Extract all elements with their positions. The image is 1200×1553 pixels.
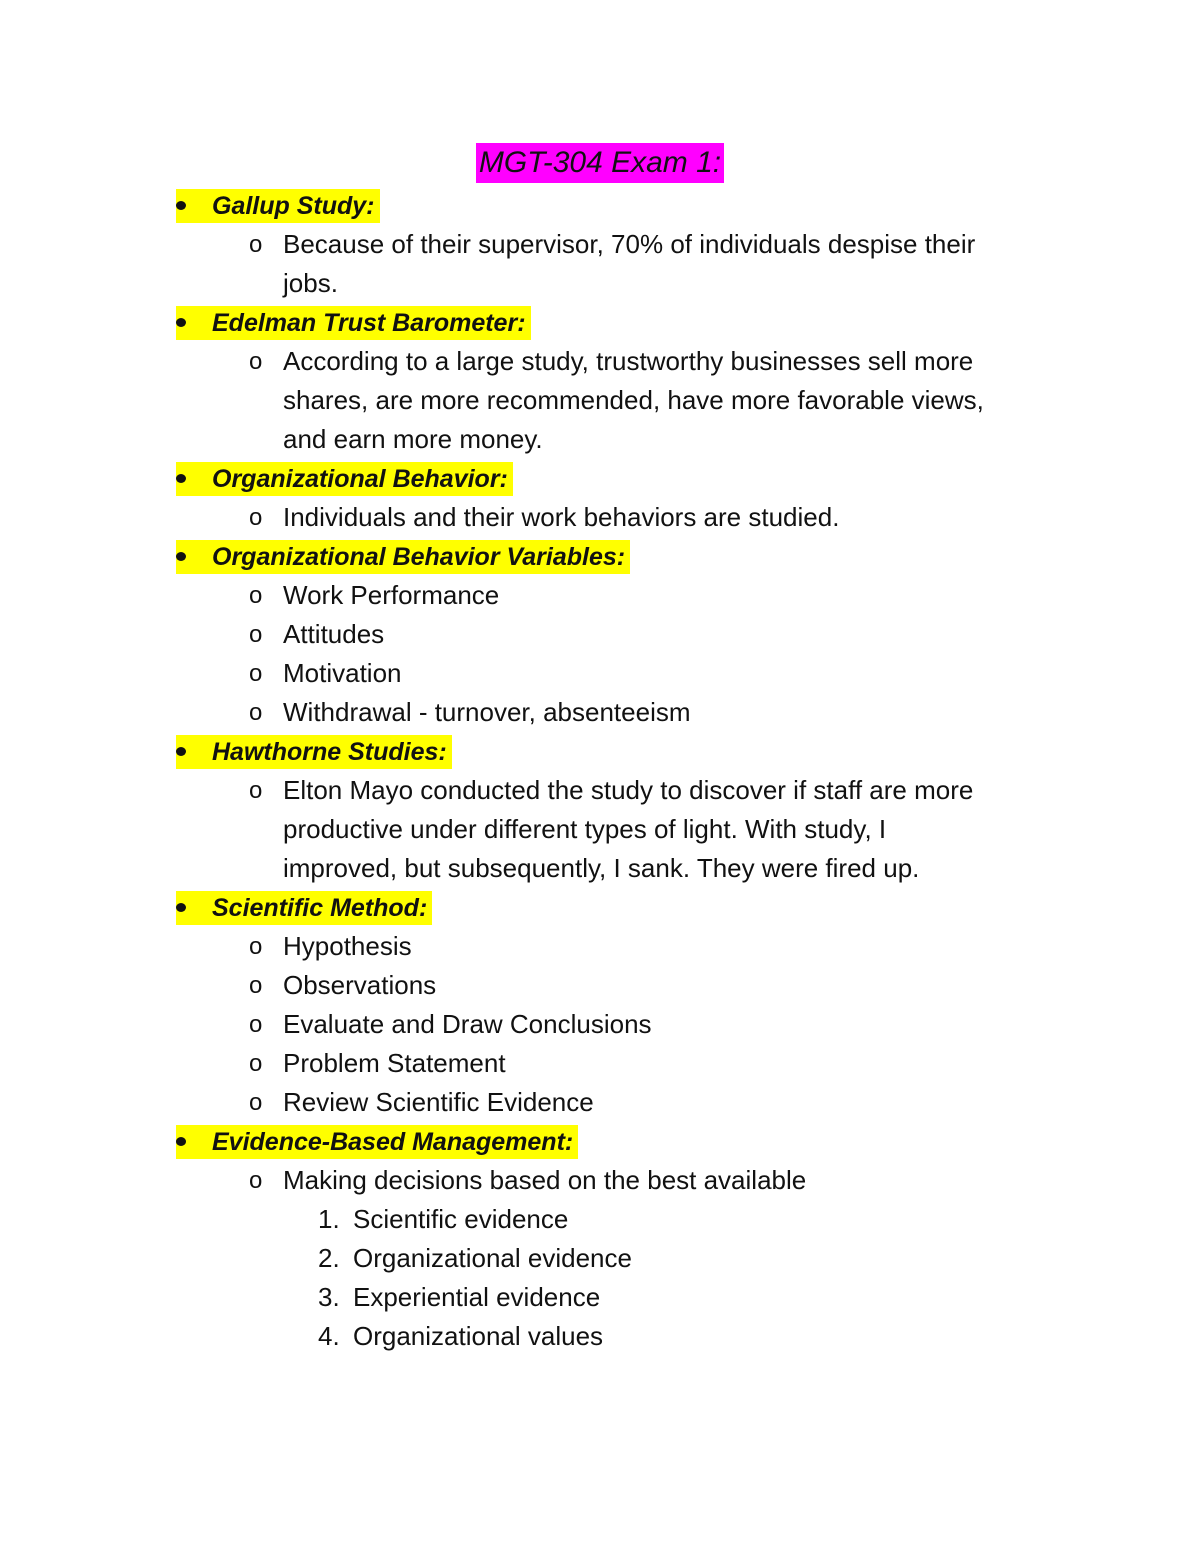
sub-item — [0, 1161, 1200, 1200]
sub-bullet-icon: o — [249, 699, 263, 726]
sub-bullet-icon: o — [249, 660, 263, 687]
bullet-icon — [176, 201, 186, 210]
sub-item — [0, 615, 1200, 654]
section-heading: Scientific Method: — [176, 891, 432, 925]
numbered-item-text: Organizational values — [353, 1321, 604, 1351]
item-number: 2. — [318, 1243, 340, 1273]
sub-item-text: Review Scientific Evidence — [283, 1087, 594, 1117]
sub-item-text: Because of their supervisor, 70% of individuals despise their — [283, 229, 976, 259]
sub-bullet-icon: o — [249, 777, 263, 804]
section-heading-row — [0, 1122, 1200, 1161]
sub-bullet-icon: o — [249, 1167, 263, 1194]
sub-item — [0, 693, 1200, 732]
sub-item-text: and earn more money. — [283, 424, 543, 454]
sub-item — [0, 1083, 1200, 1122]
bullet-icon — [176, 318, 186, 327]
numbered-item-text: Organizational evidence — [353, 1243, 632, 1273]
sub-item-text: Motivation — [283, 658, 402, 688]
bullet-icon — [176, 552, 186, 561]
section-heading-row — [0, 186, 1200, 225]
sub-item-text: shares, are more recommended, have more favorable views, — [283, 385, 984, 415]
outline-list — [0, 186, 1200, 1356]
numbered-item — [0, 1278, 1200, 1317]
numbered-item-text: Scientific evidence — [353, 1204, 569, 1234]
sub-item — [0, 1044, 1200, 1083]
sub-item-continuation — [0, 264, 1200, 303]
sub-item — [0, 1005, 1200, 1044]
sub-item-text: Making decisions based on the best available — [283, 1165, 807, 1195]
numbered-item — [0, 1239, 1200, 1278]
sub-item-text: Individuals and their work behaviors are studied. — [283, 502, 840, 532]
sub-item — [0, 771, 1200, 810]
sub-item-text: productive under different types of light. With study, I — [283, 814, 887, 844]
sub-bullet-icon: o — [249, 1050, 263, 1077]
page-title: MGT-304 Exam 1: — [476, 143, 724, 183]
section-heading-row — [0, 459, 1200, 498]
sub-item-text: Elton Mayo conducted the study to discover if staff are more — [283, 775, 974, 805]
bullet-icon — [176, 474, 186, 483]
sub-item-text: According to a large study, trustworthy businesses sell more — [283, 346, 974, 376]
numbered-item — [0, 1200, 1200, 1239]
section-heading-row — [0, 537, 1200, 576]
sub-item — [0, 654, 1200, 693]
section-heading: Edelman Trust Barometer: — [176, 306, 531, 340]
sub-bullet-icon: o — [249, 1011, 263, 1038]
sub-item-text: Evaluate and Draw Conclusions — [283, 1009, 652, 1039]
sub-item-continuation — [0, 381, 1200, 420]
sub-item — [0, 927, 1200, 966]
bullet-icon — [176, 1137, 186, 1146]
numbered-item — [0, 1317, 1200, 1356]
bullet-icon — [176, 903, 186, 912]
sub-item-text: improved, but subsequently, I sank. They were fired up. — [283, 853, 920, 883]
section-heading: Gallup Study: — [176, 189, 380, 223]
sub-item — [0, 342, 1200, 381]
bullet-icon — [176, 747, 186, 756]
sub-bullet-icon: o — [249, 582, 263, 609]
section-heading-row — [0, 303, 1200, 342]
section-heading: Hawthorne Studies: — [176, 735, 452, 769]
sub-item — [0, 576, 1200, 615]
sub-bullet-icon: o — [249, 972, 263, 999]
sub-item — [0, 498, 1200, 537]
item-number: 1. — [318, 1204, 340, 1234]
sub-item-text: Hypothesis — [283, 931, 412, 961]
sub-item-text: Observations — [283, 970, 437, 1000]
sub-item — [0, 966, 1200, 1005]
numbered-item-text: Experiential evidence — [353, 1282, 601, 1312]
sub-item-text: jobs. — [283, 268, 338, 298]
sub-item-text: Work Performance — [283, 580, 500, 610]
sub-item-text: Problem Statement — [283, 1048, 506, 1078]
item-number: 4. — [318, 1321, 340, 1351]
sub-bullet-icon: o — [249, 348, 263, 375]
sub-item-text: Attitudes — [283, 619, 385, 649]
sub-item-continuation — [0, 849, 1200, 888]
sub-item-continuation — [0, 810, 1200, 849]
section-heading: Evidence-Based Management: — [176, 1125, 578, 1159]
section-heading: Organizational Behavior: — [176, 462, 513, 496]
section-heading-row — [0, 888, 1200, 927]
sub-item-text: Withdrawal - turnover, absenteeism — [283, 697, 691, 727]
sub-bullet-icon: o — [249, 621, 263, 648]
sub-item — [0, 225, 1200, 264]
sub-bullet-icon: o — [249, 1089, 263, 1116]
sub-bullet-icon: o — [249, 933, 263, 960]
section-heading: Organizational Behavior Variables: — [176, 540, 630, 574]
title-wrap — [0, 143, 1200, 183]
sub-item-continuation — [0, 420, 1200, 459]
sub-bullet-icon: o — [249, 504, 263, 531]
section-heading-row — [0, 732, 1200, 771]
item-number: 3. — [318, 1282, 340, 1312]
sub-bullet-icon: o — [249, 231, 263, 258]
